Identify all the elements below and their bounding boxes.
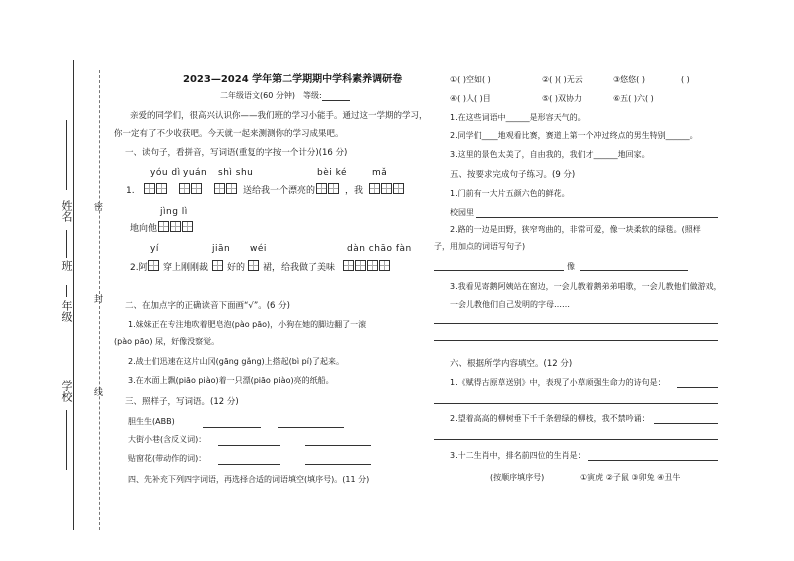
sec2-q2: 2.战士们迅速在这片山冈(gāng gǎng)上搭起(bì pí)了起来。 <box>128 357 345 366</box>
sec1-q1-num: 1. <box>126 186 135 196</box>
sec6-title: 六、根据所学内容填空。(12 分) <box>450 359 573 369</box>
write-box[interactable] <box>355 260 366 271</box>
answer-blank[interactable] <box>305 464 371 465</box>
answer-blank[interactable] <box>305 445 371 446</box>
sec1-q1-text-a: 送给我一个漂亮的 <box>243 186 316 196</box>
sec4-q2: 2.同学们____地观看比赛，赛道上第一个冲过终点的男生特别______。 <box>450 131 698 140</box>
write-box[interactable] <box>191 183 202 194</box>
sec4-row1-d: ( ) <box>681 75 690 84</box>
sec1-q2-text-a: 穿上刚刚裁 <box>163 263 209 273</box>
sec5-q3: 3.我看见寄鹅阿姨站在窗边，一会儿教着鹅弟弟唱歌，一会儿教他们做游戏， <box>450 282 722 291</box>
class-blank[interactable] <box>66 230 67 258</box>
label-grade: 年级 <box>60 300 73 322</box>
pinyin-danchaofan: dàn chāo fàn <box>347 244 412 254</box>
seal-char-xian: 线 <box>94 388 104 398</box>
binding-line <box>73 60 74 530</box>
answer-blank[interactable] <box>218 445 280 446</box>
label-school: 学校 <box>60 380 73 402</box>
sec5-q2b: 子，用加点的词语写句子) <box>434 242 526 251</box>
write-box[interactable] <box>248 260 259 271</box>
pinyin-jian: jiān <box>212 244 231 254</box>
write-box[interactable] <box>182 221 193 232</box>
sec3-item-2: 大街小巷(含反义词)： <box>128 435 207 444</box>
sec6-q1-blank-a[interactable] <box>677 387 718 388</box>
write-box[interactable] <box>144 183 155 194</box>
sec5-q2-blank-a[interactable] <box>434 270 564 271</box>
level-blank[interactable] <box>322 100 350 101</box>
sec6-q3-options: ①寅虎 ②子鼠 ③卯兔 ④丑牛 <box>580 473 681 482</box>
sec6-q3-note: (按顺序填序号) <box>490 473 545 482</box>
sec6-q3: 3.十二生肖中，排名前四位的生肖是： <box>450 451 586 460</box>
intro-line-1: 亲爱的同学们，很高兴认识你——我们班的学习小能手。通过这一学期的学习， <box>130 111 428 121</box>
sec6-q2: 2.望着高高的柳树垂下千千条碧绿的柳枝，我不禁吟诵： <box>450 414 650 423</box>
label-class: 班 <box>60 260 73 271</box>
level-label: 等级: <box>303 91 322 100</box>
sec5-q2: 2.路的一边是田野，狭窄弯曲的，非常可爱，像一块柔软的绿毯。(照样 <box>450 225 701 234</box>
sec2-q1: 1.妹妹正在专注地吹着肥皂泡(pào pāo)，小狗在她的脚边翻了一滚 <box>128 320 367 329</box>
intro-line-2: 你一定有了不少收获吧。今天就一起来测测你的学习成果吧。 <box>114 129 344 139</box>
write-box[interactable] <box>158 221 169 232</box>
pinyin-ma: mǎ <box>372 168 388 178</box>
write-box[interactable] <box>393 183 404 194</box>
sec5-title: 五、按要求完成句子练习。(9 分) <box>450 170 576 180</box>
answer-blank[interactable] <box>278 427 344 428</box>
pinyin-jingli: jìng lì <box>160 207 188 217</box>
write-box[interactable] <box>367 260 378 271</box>
sec5-q1-blank[interactable] <box>476 217 718 218</box>
subject-line: 二年级语文(60 分钟) <box>220 91 295 100</box>
seal-char-feng: 封 <box>94 295 104 305</box>
sec5-q3-blank-2[interactable] <box>434 340 718 341</box>
write-box[interactable] <box>170 221 181 232</box>
sec6-q2-blank-a[interactable] <box>654 423 718 424</box>
seal-char-mi: 密 <box>94 203 104 213</box>
sec1-q1-text-b: ，我 <box>345 186 364 196</box>
name-blank[interactable] <box>66 120 67 190</box>
sec3-item-3: 贴窗花(带动作的词)： <box>128 454 207 463</box>
sec1-q2-text-c: 裙，给我做了美味 <box>263 263 336 273</box>
sec4-row2-c: ⑥五( )六( ) <box>613 94 654 103</box>
sec1-q2-num: 2.阿 <box>130 263 148 273</box>
sec2-q3: 3.在水面上飘(piāo piào)着一只漂(piāo piào)亮的纸船。 <box>128 376 334 385</box>
write-box[interactable] <box>316 183 327 194</box>
answer-blank[interactable] <box>203 427 261 428</box>
sec4-q1: 1.在这些词语中______是形容天气的。 <box>450 113 586 122</box>
sec6-q2-blank-b[interactable] <box>434 439 718 440</box>
sec4-row1-a: ①( )空如( ) <box>450 75 491 84</box>
sec4-row2-b: ⑤( )双协力 <box>542 94 582 103</box>
write-box[interactable] <box>214 183 225 194</box>
write-box[interactable] <box>148 260 159 271</box>
answer-blank[interactable] <box>218 464 280 465</box>
sec3-title: 三、照样子，写词语。(12 分) <box>125 397 239 407</box>
sec5-q1-prefix: 校园里 <box>450 208 474 217</box>
label-name: 姓名 <box>60 200 73 222</box>
sec4-row1-b: ②( )( )无云 <box>542 75 583 84</box>
pinyin-beike: bèi ké <box>317 168 348 178</box>
school-blank[interactable] <box>66 410 67 470</box>
sec6-q3-blank[interactable] <box>588 460 718 461</box>
exam-title: 2023—2024 学年第二学期期中学科素养调研卷 <box>183 74 403 85</box>
sec5-q3b: 一会儿教他们自己发明的字母…… <box>450 300 570 309</box>
sec5-q1: 1.门前有一大片五颜六色的鲜花。 <box>450 189 570 198</box>
sec1-q2-text-b: 好的 <box>227 263 246 273</box>
sec1-title: 一、读句子，看拼音，写词语(重复的字按一个计分)(16 分) <box>125 148 348 158</box>
sec5-q3-blank-1[interactable] <box>434 323 718 324</box>
write-box[interactable] <box>179 183 190 194</box>
write-box[interactable] <box>212 260 223 271</box>
sec1-q1-line2: 地向他 <box>130 224 158 234</box>
grade-blank[interactable] <box>66 285 67 297</box>
sec2-title: 二、在加点字的正确读音下面画“√”。(6 分) <box>125 301 290 311</box>
pinyin-yi: yí <box>150 244 159 254</box>
write-box[interactable] <box>328 183 339 194</box>
write-box[interactable] <box>379 260 390 271</box>
write-box[interactable] <box>369 183 380 194</box>
write-box[interactable] <box>156 183 167 194</box>
sec5-q2-like: 像 <box>567 262 575 271</box>
sec6-q1: 1.《赋得古原草送别》中，表现了小草顽强生命力的诗句是： <box>450 378 666 387</box>
write-box[interactable] <box>343 260 354 271</box>
pinyin-youdi: yóu dì <box>150 168 181 178</box>
sec2-q1b: (pào pāo) 尿，好像没察觉。 <box>114 337 220 346</box>
sec4-row1-c: ③悠悠( ) <box>613 75 645 84</box>
pinyin-yuan: yuán <box>183 168 208 178</box>
sec4-title: 四、先补充下列四字词语，再选择合适的词语填空(填序号)。(11 分) <box>128 475 370 484</box>
sec5-q2-blank-b[interactable] <box>580 270 688 271</box>
sec3-item-1: 胆生生(ABB) <box>128 417 175 426</box>
write-box[interactable] <box>226 183 237 194</box>
write-box[interactable] <box>381 183 392 194</box>
pinyin-shishu: shì shu <box>218 168 254 178</box>
sec4-q3: 3.这里的景色太美了，自由我的，我们才______地回家。 <box>450 150 650 159</box>
sec6-q1-blank-b[interactable] <box>434 403 718 404</box>
pinyin-wei: wéi <box>250 244 267 254</box>
sec4-row2-a: ④( )人( )目 <box>450 94 491 103</box>
